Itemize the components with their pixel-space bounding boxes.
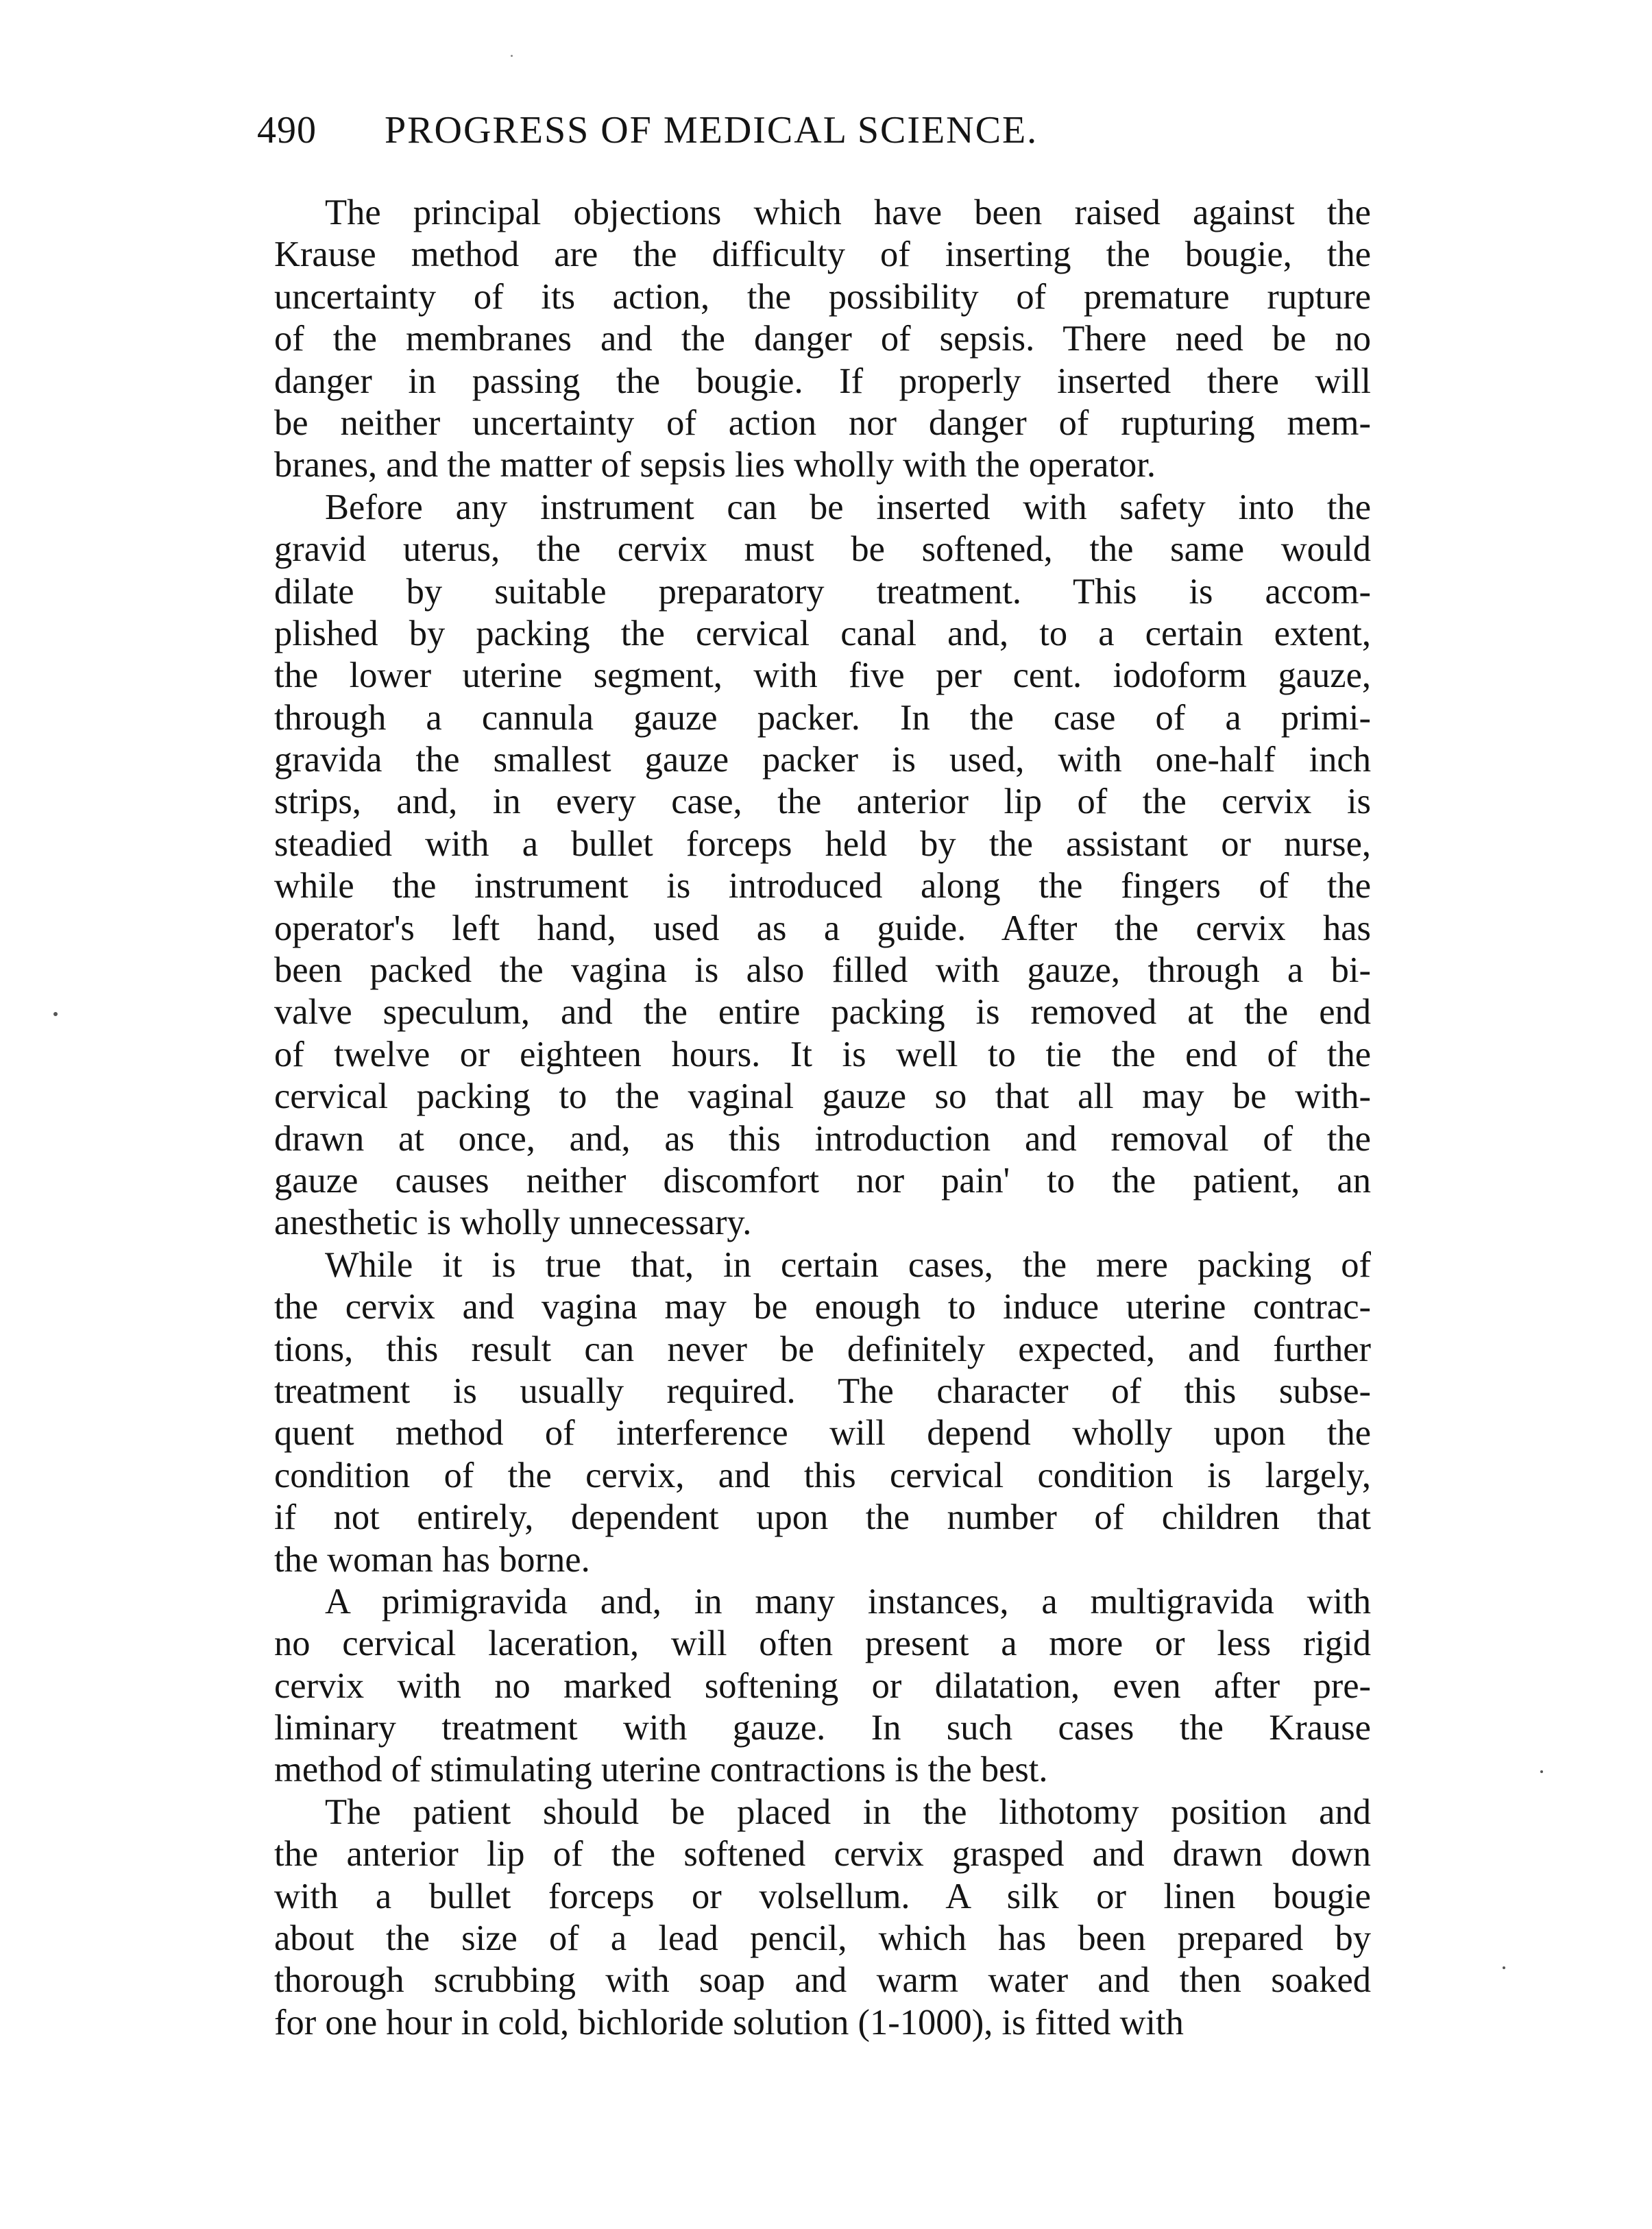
text-line: the anterior lip of the softened cervix grasped and drawn down xyxy=(274,1834,1371,1875)
page-number: 490 xyxy=(257,109,317,152)
text-line: A primigravida and, in many instances, a multigravida with xyxy=(325,1581,1371,1622)
text-line: method of stimulating uterine contractions is the best. xyxy=(274,1750,1048,1790)
text-line: if not entirely, dependent upon the number of children that xyxy=(274,1497,1371,1538)
text-line: quent method of interference will depend wholly upon the xyxy=(274,1413,1371,1454)
text-line: dilate by suitable preparatory treatment. This is accom- xyxy=(274,571,1371,612)
text-line: of twelve or eighteen hours. It is well to tie the end of the xyxy=(274,1034,1371,1074)
text-line: no cervical laceration, will often present a more or less rigid xyxy=(274,1624,1371,1664)
text-line: for one hour in cold, bichloride solution (1-1000), is fitted with xyxy=(274,2002,1184,2043)
paragraph xyxy=(274,1792,1371,2044)
text-line: steadied with a bullet forceps held by the assistant or nurse, xyxy=(274,823,1371,864)
text-line: danger in passing the bougie. If properly inserted there will xyxy=(274,361,1371,401)
text-line: be neither uncertainty of action nor danger of rupturing mem- xyxy=(274,402,1371,443)
text-line: through a cannula gauze packer. In the case of a primi- xyxy=(274,697,1371,738)
text-line: valve speculum, and the entire packing is removed at the end xyxy=(274,992,1371,1033)
text-line: cervical packing to the vaginal gauze so that all may be with- xyxy=(274,1076,1371,1117)
text-line: Before any instrument can be inserted with safety into the xyxy=(325,487,1371,527)
text-line: thorough scrubbing with soap and warm water and then soaked xyxy=(274,1960,1371,2001)
text-line: Krause method are the difficulty of inserting the bougie, the xyxy=(274,234,1371,275)
text-line: drawn at once, and, as this introduction and removal of the xyxy=(274,1118,1371,1159)
text-line: cervix with no marked softening or dilatation, even after pre- xyxy=(274,1665,1371,1706)
text-line: about the size of a lead pencil, which has been prepared by xyxy=(274,1918,1371,1959)
text-line: of the membranes and the danger of sepsis. There need be no xyxy=(274,319,1371,359)
paragraph xyxy=(274,192,1371,487)
paragraph xyxy=(274,487,1371,1244)
text-line: While it is true that, in certain cases, the mere packing of xyxy=(325,1244,1371,1285)
text-line: gravida the smallest gauze packer is used, with one-half inch xyxy=(274,740,1371,780)
text-line: strips, and, in every case, the anterior lip of the cervix is xyxy=(274,782,1371,822)
text-line: the woman has borne. xyxy=(274,1539,590,1580)
text-line: the cervix and vagina may be enough to induce uterine contrac- xyxy=(274,1287,1371,1327)
paragraph xyxy=(274,1244,1371,1581)
margin-mark xyxy=(1503,1966,1505,1969)
text-line: anesthetic is wholly unnecessary. xyxy=(274,1203,752,1243)
text-line: while the instrument is introduced along the fingers of the xyxy=(274,866,1371,906)
paragraph xyxy=(274,1581,1371,1792)
text-line: The principal objections which have been raised against the xyxy=(325,193,1371,232)
text-line: with a bullet forceps or volsellum. A silk or linen bougie xyxy=(274,1876,1371,1916)
text-line: gauze causes neither discomfort nor pain' to the patient, an xyxy=(274,1160,1371,1201)
text-line: gravid uterus, the cervix must be softened, the same would xyxy=(274,529,1371,570)
running-head: PROGRESS OF MEDICAL SCIENCE. xyxy=(385,109,1038,152)
text-line: uncertainty of its action, the possibility of premature rupture xyxy=(274,276,1371,317)
text-line: treatment is usually required. The character of this subse- xyxy=(274,1371,1371,1411)
text-line: tions, this result can never be definitely expected, and further xyxy=(274,1329,1371,1369)
margin-mark xyxy=(1540,1770,1543,1773)
text-line: the lower uterine segment, with five per cent. iodoform gauze, xyxy=(274,655,1371,696)
text-line: branes, and the matter of sepsis lies wholly with the operator. xyxy=(274,445,1156,485)
text-line: condition of the cervix, and this cervical condition is largely, xyxy=(274,1455,1371,1495)
print-speck xyxy=(511,55,513,57)
text-line: The patient should be placed in the lithotomy position and xyxy=(325,1792,1371,1832)
margin-mark xyxy=(53,1012,58,1016)
body-text xyxy=(274,192,1371,2044)
text-line: been packed the vagina is also filled with gauze, through a bi- xyxy=(274,950,1371,991)
text-line: plished by packing the cervical canal and, to a certain extent, xyxy=(274,613,1371,653)
text-line: liminary treatment with gauze. In such cases the Krause xyxy=(274,1708,1371,1748)
text-line: operator's left hand, used as a guide. After the cervix has xyxy=(274,908,1371,948)
page-header xyxy=(257,103,1354,158)
